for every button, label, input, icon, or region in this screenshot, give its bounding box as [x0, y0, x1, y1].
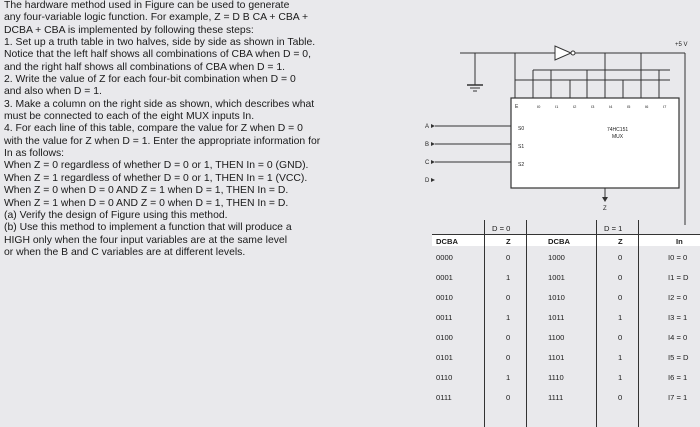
problem-line: HIGH only when the four input variables are at the same level [4, 234, 288, 246]
problem-line: DCBA + CBA is implemented by following these steps: [4, 24, 254, 36]
dcba-d1: 1010 [548, 293, 565, 302]
problem-line: When Z = 0 when D = 0 AND Z = 1 when D = 1, THEN In = D. [4, 185, 289, 197]
column-divider [526, 220, 527, 427]
input-label: I1 [555, 104, 559, 109]
z-d1: 0 [618, 253, 623, 262]
dcba-d0: 0100 [436, 333, 453, 342]
group-header-d0: D = 0 [492, 224, 511, 233]
in-value: I4 = 0 [668, 333, 688, 342]
input-label: I2 [573, 104, 577, 109]
z-d1: 1 [618, 373, 623, 382]
column-header: DCBA [548, 237, 570, 246]
problem-line: (a) Verify the design of Figure using this method. [4, 209, 228, 221]
dcba-d0: 0110 [436, 373, 453, 382]
arrow-icon [431, 124, 435, 128]
column-header: Z [618, 237, 623, 246]
problem-line: 3. Make a column on the right side as shown, which describes what [4, 98, 315, 110]
problem-line: and also when D = 1. [4, 86, 102, 98]
inverter-icon [555, 46, 571, 60]
z-d0: 0 [506, 253, 511, 262]
output-arrow-icon [602, 197, 608, 202]
in-value: I0 = 0 [668, 253, 688, 262]
z-d0: 1 [506, 373, 511, 382]
variable-label: B [425, 142, 430, 148]
input-label: I4 [609, 104, 613, 109]
arrow-icon [431, 160, 435, 164]
dcba-d0: 0011 [436, 313, 453, 322]
z-d1: 0 [618, 333, 623, 342]
problem-line: When Z = 1 regardless of whether D = 0 or 1, THEN In = 1 (VCC). [4, 172, 308, 184]
dcba-d0: 0000 [436, 253, 453, 262]
dcba-d1: 1101 [548, 353, 565, 362]
output-label: Z [603, 206, 607, 212]
group-header-d1: D = 1 [604, 224, 623, 233]
chip-type: MUX [612, 134, 624, 140]
z-d0: 0 [506, 333, 511, 342]
vcc-label: +5 V [675, 42, 688, 48]
enable-label: E [515, 104, 519, 110]
inverter-bubble [571, 51, 575, 55]
problem-line: 2. Write the value of Z for each four-bit combination when D = 0 [4, 74, 296, 86]
column-header: Z [506, 237, 511, 246]
z-d1: 0 [618, 293, 623, 302]
problem-line: In as follows: [4, 148, 65, 160]
dcba-d1: 1110 [548, 373, 564, 382]
dcba-d0: 0010 [436, 293, 453, 302]
problem-text [4, 0, 416, 259]
select-label: S0 [518, 126, 525, 132]
problem-line: (b) Use this method to implement a function that will produce a [4, 222, 292, 234]
z-d0: 1 [506, 313, 511, 322]
input-label: I7 [663, 104, 667, 109]
in-value: I5 = D [668, 353, 689, 362]
arrow-icon [431, 178, 435, 182]
z-d1: 1 [618, 353, 623, 362]
in-value: I7 = 1 [668, 393, 688, 402]
header-rule [432, 234, 700, 235]
column-divider [638, 220, 639, 427]
dcba-d1: 1000 [548, 253, 565, 262]
problem-line: must be connected to each of the eight MUX inputs In. [4, 111, 255, 123]
column-divider [596, 220, 597, 427]
z-d0: 1 [506, 273, 511, 282]
z-d1: 0 [618, 273, 623, 282]
variable-label: D [425, 178, 430, 184]
mux-circuit-diagram [415, 30, 700, 225]
problem-line: When Z = 1 when D = 0 AND Z = 0 when D = 1, THEN In = D. [4, 197, 289, 209]
problem-line: with the value for Z when D = 1. Enter the appropriate information for [4, 135, 321, 147]
dcba-d0: 0001 [436, 273, 453, 282]
problem-line: When Z = 0 regardless of whether D = 0 or 1, THEN In = 0 (GND). [4, 160, 309, 172]
input-label: I6 [645, 104, 649, 109]
z-d1: 1 [618, 313, 623, 322]
in-value: I2 = 0 [668, 293, 688, 302]
column-header: In [676, 237, 683, 246]
dcba-d1: 1001 [548, 273, 565, 282]
input-label: I3 [591, 104, 595, 109]
problem-line: 1. Set up a truth table in two halves, side by side as shown in Table. [4, 37, 316, 49]
z-d1: 0 [618, 393, 623, 402]
z-d0: 0 [506, 393, 511, 402]
dcba-d0: 0111 [436, 393, 452, 402]
variable-label: C [425, 160, 430, 166]
dcba-d1: 1111 [548, 393, 564, 402]
dcba-d0: 0101 [436, 353, 453, 362]
z-d0: 0 [506, 293, 511, 302]
problem-line: or when the B and C variables are at different levels. [4, 246, 246, 258]
input-label: I5 [627, 104, 631, 109]
column-header: DCBA [436, 237, 458, 246]
in-value: I3 = 1 [668, 313, 688, 322]
column-divider [484, 220, 485, 427]
in-value: I6 = 1 [668, 373, 688, 382]
in-value: I1 = D [668, 273, 689, 282]
dcba-d1: 1011 [548, 313, 565, 322]
chip-part-number: 74HC151 [607, 127, 629, 133]
mux-chip [511, 98, 679, 188]
z-d0: 0 [506, 353, 511, 362]
select-label: S1 [518, 144, 525, 150]
problem-line: Notice that the left half shows all combinations of CBA when D = 0, [4, 49, 311, 61]
truth-table [432, 220, 700, 427]
problem-line: 4. For each line of this table, compare the value for Z when D = 0 [4, 123, 303, 135]
input-label: I0 [537, 104, 541, 109]
dcba-d1: 1100 [548, 333, 565, 342]
problem-line: The hardware method used in Figure can be used to generate [4, 0, 290, 11]
arrow-icon [431, 142, 435, 146]
variable-label: A [425, 124, 430, 130]
problem-line: any four-variable logic function. For example, Z = D B CA + CBA + [4, 12, 309, 24]
select-label: S2 [518, 162, 525, 168]
problem-line: and the right half shows all combinations of CBA when D = 1. [4, 61, 285, 73]
